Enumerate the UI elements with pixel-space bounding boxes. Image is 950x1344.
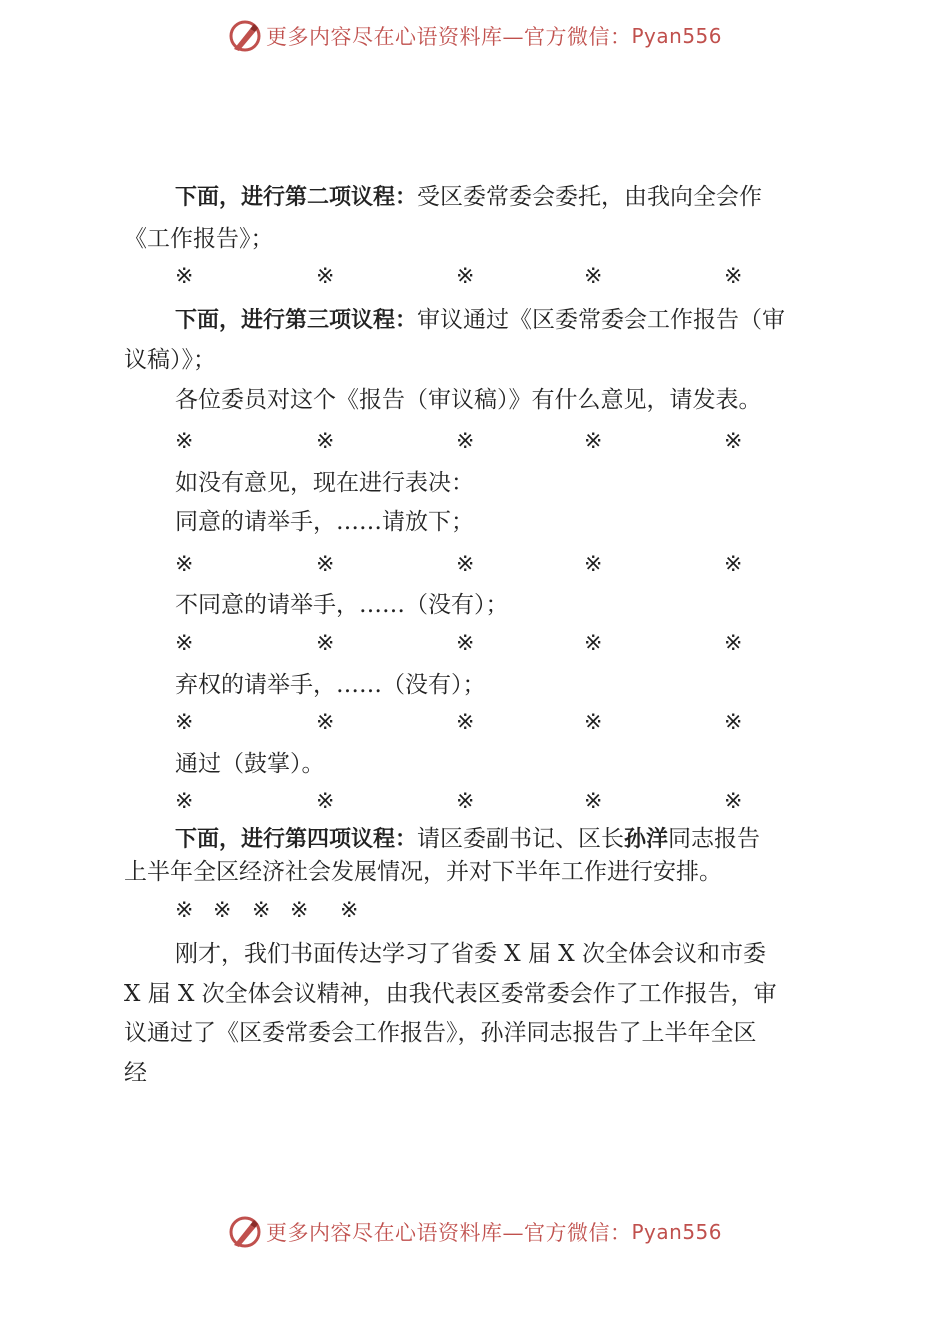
- mark: ※: [456, 429, 475, 454]
- mark: ※: [316, 552, 335, 577]
- text-line: 通过（鼓掌）。: [175, 751, 325, 777]
- agenda-3-heading: 下面，进行第三项议程：: [175, 308, 418, 333]
- mark-row: [0, 264, 950, 294]
- agenda-3-text: 审议通过《区委常委会工作报告（审: [417, 307, 786, 333]
- agenda-4-text-b: 同志报告: [668, 826, 761, 852]
- mark: ※: [213, 898, 232, 923]
- text-line: X 届 X 次全体会议精神，由我代表区委常委会作了工作报告，审: [124, 981, 777, 1007]
- text-line: 议通过了《区委常委会工作报告》，孙洋同志报告了上半年全区: [124, 1020, 757, 1046]
- text-line: 同意的请举手，……请放下；: [175, 509, 474, 535]
- text-line: 《工作报告》；: [124, 226, 274, 252]
- footer-watermark: [0, 1212, 950, 1252]
- paragraph-agenda-4: [0, 824, 950, 855]
- agenda-4-text-a: 请区委副书记、区长: [417, 826, 625, 852]
- mark: ※: [456, 631, 475, 656]
- mark: ※: [175, 264, 194, 289]
- mark: ※: [456, 710, 475, 735]
- text-line: 议稿）》；: [124, 347, 216, 373]
- banner-text: 更多内容尽在心语资料库—官方微信：: [265, 1221, 632, 1245]
- mark: ※: [724, 710, 743, 735]
- mark: ※: [316, 264, 335, 289]
- mark: ※: [175, 898, 194, 923]
- mark: ※: [252, 898, 271, 923]
- mark-row: [0, 710, 950, 740]
- mark: ※: [316, 710, 335, 735]
- text-line: 刚才，我们书面传达学习了省委 X 届 X 次全体会议和市委: [175, 941, 766, 967]
- mark: ※: [316, 429, 335, 454]
- mark: ※: [584, 789, 603, 814]
- text-line: 不同意的请举手，……（没有）；: [175, 592, 509, 618]
- mark: ※: [724, 631, 743, 656]
- banner-text: 更多内容尽在心语资料库—官方微信：: [265, 25, 632, 49]
- mark: ※: [584, 631, 603, 656]
- mark: ※: [724, 552, 743, 577]
- text-line: 经: [124, 1060, 147, 1086]
- agenda-2-text: 受区委常委会委托，由我向全会作: [417, 184, 763, 210]
- mark: ※: [584, 429, 603, 454]
- banner-account: Pyan556: [631, 24, 722, 48]
- mark: ※: [584, 552, 603, 577]
- mark: ※: [316, 631, 335, 656]
- mark: ※: [175, 710, 194, 735]
- mark: ※: [175, 429, 194, 454]
- mark: ※: [584, 264, 603, 289]
- agenda-4-name: 孙洋: [624, 827, 669, 852]
- mark-row: [0, 631, 950, 661]
- paragraph-agenda-3: [0, 305, 950, 336]
- text-line: 弃权的请举手，……（没有）；: [175, 672, 486, 698]
- header-watermark: [0, 16, 950, 56]
- agenda-2-heading: 下面，进行第二项议程：: [175, 185, 418, 210]
- mark: ※: [456, 789, 475, 814]
- mark: ※: [584, 710, 603, 735]
- mark-row: [0, 429, 950, 459]
- text-line: 上半年全区经济社会发展情况，并对下半年工作进行安排。: [124, 859, 722, 885]
- mark: ※: [724, 264, 743, 289]
- mark: ※: [175, 789, 194, 814]
- mark: ※: [175, 552, 194, 577]
- banner-account: Pyan556: [631, 1220, 722, 1244]
- paragraph-agenda-2: [0, 182, 950, 213]
- mark-row: [0, 552, 950, 582]
- text-line: 如没有意见，现在进行表决：: [175, 470, 474, 496]
- pen-logo-icon: [228, 19, 262, 53]
- mark: ※: [724, 789, 743, 814]
- text-line: 各位委员对这个《报告（审议稿）》有什么意见，请发表。: [175, 387, 762, 413]
- mark-row: [0, 789, 950, 819]
- mark: ※: [456, 552, 475, 577]
- mark: ※: [175, 631, 194, 656]
- mark: ※: [456, 264, 475, 289]
- pen-logo-icon: [228, 1215, 262, 1249]
- mark: ※: [290, 898, 309, 923]
- mark: ※: [724, 429, 743, 454]
- mark-row-compact: [0, 898, 950, 928]
- mark: ※: [340, 898, 359, 923]
- agenda-4-heading: 下面，进行第四项议程：: [175, 827, 418, 852]
- mark: ※: [316, 789, 335, 814]
